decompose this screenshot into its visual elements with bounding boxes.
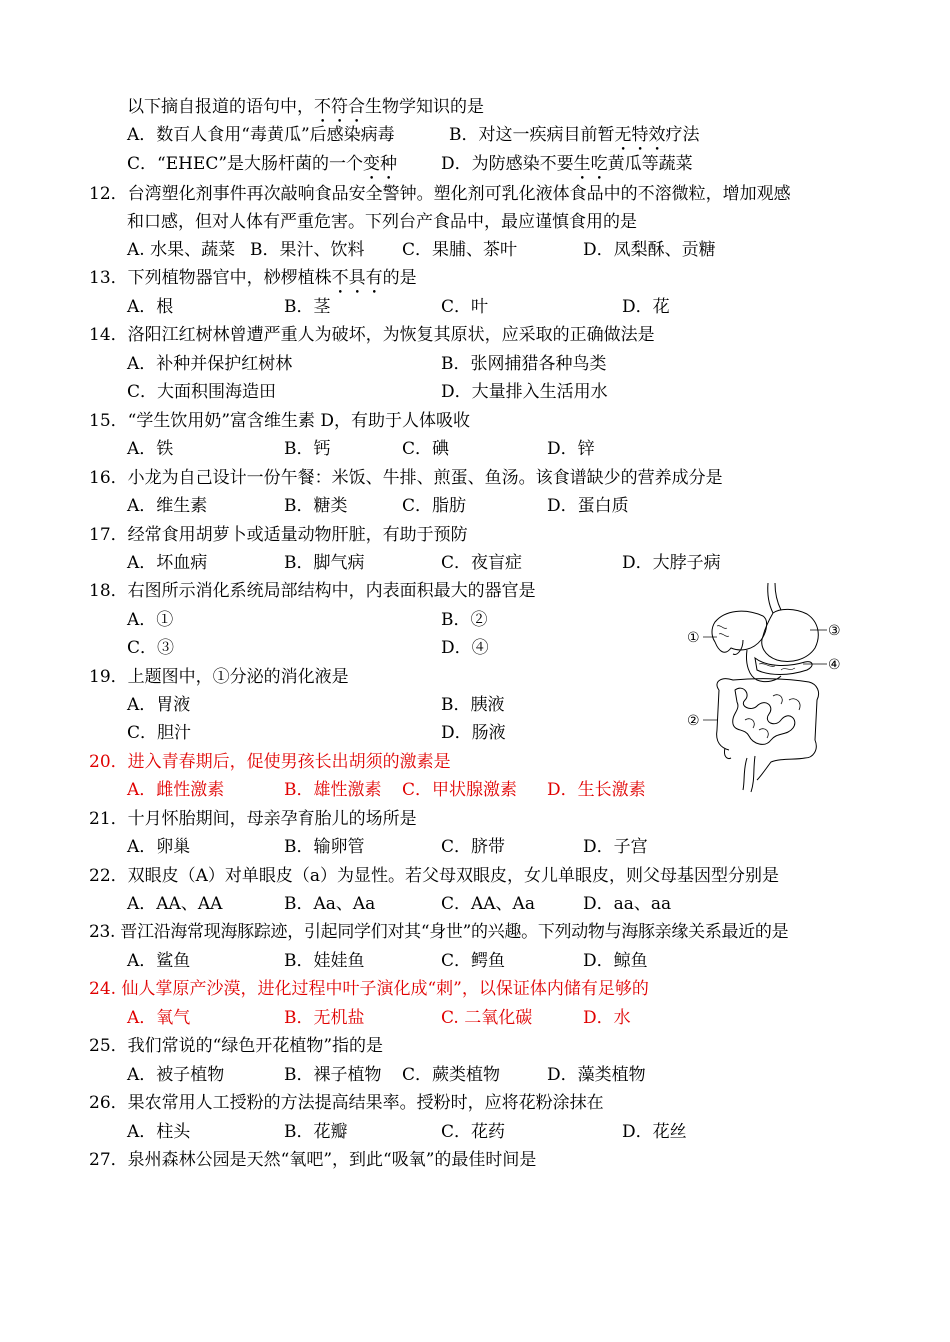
q13-option-b: B．茎 (284, 297, 331, 317)
q17-option-b: B．脚气病 (284, 553, 365, 573)
q15-option-b: B．钙 (284, 439, 331, 459)
q21-option-c: C．脐带 (441, 837, 506, 857)
q18-option-c: C．③ (127, 638, 175, 658)
q11-option-a: A．数百人食用“毒黄瓜”后感染病毒 (127, 125, 395, 145)
q24-option-a: A．氧气 (127, 1008, 191, 1028)
q16-option-a: A．维生素 (127, 496, 208, 516)
q22-option-a: A．AA、AA (127, 894, 223, 914)
q16-option-c: C．脂肪 (402, 496, 467, 516)
q17-stem: 17．经常食用胡萝卜或适量动物肝脏，有助于预防 (89, 525, 468, 545)
q22-option-b: B．Aa、Aa (284, 894, 376, 914)
digestive-system-figure (685, 580, 850, 795)
q19-option-c: C．胆汁 (127, 723, 192, 743)
q24-stem: 24. 仙人掌原产沙漠，进化过程中叶子演化成“刺”，以保证体内储有足够的 (89, 979, 649, 999)
q13-option-a: A．根 (127, 297, 174, 317)
q26-option-d: D．花丝 (622, 1122, 687, 1142)
q11-stem: 以下摘自报道的语句中，不符合生物学知识的是 (127, 97, 484, 117)
figure-label-1: ① (687, 630, 700, 646)
q16-stem: 16．小龙为自己设计一份午餐：米饭、牛排、煎蛋、鱼汤。该食谱缺少的营养成分是 (89, 468, 723, 488)
q19-option-a: A．胃液 (127, 695, 191, 715)
q15-option-c: C．碘 (402, 439, 450, 459)
q17-option-c: C．夜盲症 (441, 553, 523, 573)
q12-stem-line1: 12．台湾塑化剂事件再次敲响食品安全警钟。塑化剂可乳化液体食品中的不溶微粒，增加观感 (89, 184, 791, 204)
q25-option-c: C．蕨类植物 (402, 1065, 501, 1085)
small-intestine-shape (733, 688, 795, 744)
q16-option-b: B．糖类 (284, 496, 348, 516)
q18-stem: 18．右图所示消化系统局部结构中，内表面积最大的器官是 (89, 581, 536, 601)
q15-option-a: A．铁 (127, 439, 174, 459)
q16-option-d: D．蛋白质 (547, 496, 629, 516)
q20-stem: 20．进入青春期后，促使男孩长出胡须的激素是 (89, 752, 451, 772)
q15-option-d: D．锌 (547, 439, 595, 459)
q12-option-a: A. 水果、蔬菜 (127, 240, 236, 260)
large-intestine-shape (717, 679, 819, 780)
q21-stem: 21．十月怀胎期间，母亲孕育胎儿的场所是 (89, 809, 417, 829)
liver-shape (712, 611, 767, 652)
q11-option-c: C．“EHEC”是大肠杆菌的一个变种 (127, 154, 398, 174)
q19-stem: 19．上题图中，①分泌的消化液是 (89, 667, 349, 687)
q22-option-d: D．aa、aa (583, 894, 672, 914)
q23-option-c: C．鳄鱼 (441, 951, 506, 971)
q21-option-a: A．卵巢 (127, 837, 191, 857)
q20-option-c: C．甲状腺激素 (402, 780, 518, 800)
q26-option-b: B．花瓣 (284, 1122, 348, 1142)
q19-option-b: B．胰液 (441, 695, 505, 715)
q26-stem: 26．果农常用人工授粉的方法提高结果率。授粉时，应将花粉涂抹在 (89, 1093, 604, 1113)
q14-option-c: C．大面积围海造田 (127, 382, 277, 402)
q18-option-b: B．② (441, 610, 488, 630)
q11-option-d: D．为防感染不要生吃黄瓜等蔬菜 (441, 154, 693, 174)
q25-option-b: B．裸子植物 (284, 1065, 382, 1085)
figure-label-2: ② (687, 713, 700, 729)
q21-option-d: D．子宫 (583, 837, 648, 857)
q17-option-a: A．坏血病 (127, 553, 208, 573)
q12-option-b: B．果汁、饮料 (250, 240, 365, 260)
q26-option-c: C．花药 (441, 1122, 506, 1142)
q12-option-c: C．果脯、茶叶 (402, 240, 518, 260)
q13-option-d: D．花 (622, 297, 670, 317)
q22-stem: 22．双眼皮（A）对单眼皮（a）为显性。若父母双眼皮，女儿单眼皮，则父母基因型分别是 (89, 866, 780, 886)
q20-option-a: A．雌性激素 (127, 780, 225, 800)
q25-option-d: D．藻类植物 (547, 1065, 646, 1085)
q21-option-b: B．输卵管 (284, 837, 365, 857)
q25-option-a: A．被子植物 (127, 1065, 225, 1085)
q24-option-c: C. 二氧化碳 (441, 1008, 533, 1028)
q24-option-b: B．无机盐 (284, 1008, 365, 1028)
q13-option-c: C．叶 (441, 297, 489, 317)
q20-option-b: B．雄性激素 (284, 780, 382, 800)
q14-option-b: B．张网捕猎各种鸟类 (441, 354, 607, 374)
q23-option-b: B．娃娃鱼 (284, 951, 365, 971)
q23-option-a: A．鲨鱼 (127, 951, 191, 971)
q17-option-d: D．大脖子病 (622, 553, 721, 573)
q12-stem-line2: 和口感，但对人体有严重危害。下列台产食品中，最应谨慎食用的是 (127, 212, 637, 232)
q13-stem: 13．下列植物器官中，桫椤植株不具有的是 (89, 268, 417, 288)
q18-option-a: A．① (127, 610, 174, 630)
q15-stem: 15．“学生饮用奶”富含维生素 D，有助于人体吸收 (89, 411, 471, 431)
q23-option-d: D．鲸鱼 (583, 951, 648, 971)
pancreas-shape (755, 658, 812, 675)
q14-option-d: D．大量排入生活用水 (441, 382, 608, 402)
figure-label-4: ④ (828, 657, 841, 673)
q24-option-d: D．水 (583, 1008, 631, 1028)
q18-option-d: D．④ (441, 638, 489, 658)
q14-stem: 14．洛阳江红树林曾遭严重人为破坏，为恢复其原状，应采取的正确做法是 (89, 325, 655, 345)
q23-stem: 23. 晋江沿海常现海豚踪迹，引起同学们对其“身世”的兴趣。下列动物与海豚亲缘关系最近的是 (89, 922, 789, 942)
q27-stem: 27．泉州森林公园是天然“氧吧”，到此“吸氧”的最佳时间是 (89, 1150, 537, 1170)
figure-label-3: ③ (828, 623, 841, 639)
q14-option-a: A．补种并保护红树林 (127, 354, 293, 374)
q20-option-d: D．生长激素 (547, 780, 646, 800)
q25-stem: 25．我们常说的“绿色开花植物”指的是 (89, 1036, 384, 1056)
q19-option-d: D．肠液 (441, 723, 506, 743)
q11-option-b: B．对这一疾病目前暂无特效疗法 (449, 125, 700, 145)
q22-option-c: C．AA、Aa (441, 894, 535, 914)
stomach-shape (762, 609, 819, 661)
q12-option-d: D．凤梨酥、贡糖 (583, 240, 716, 260)
q26-option-a: A．柱头 (127, 1122, 191, 1142)
